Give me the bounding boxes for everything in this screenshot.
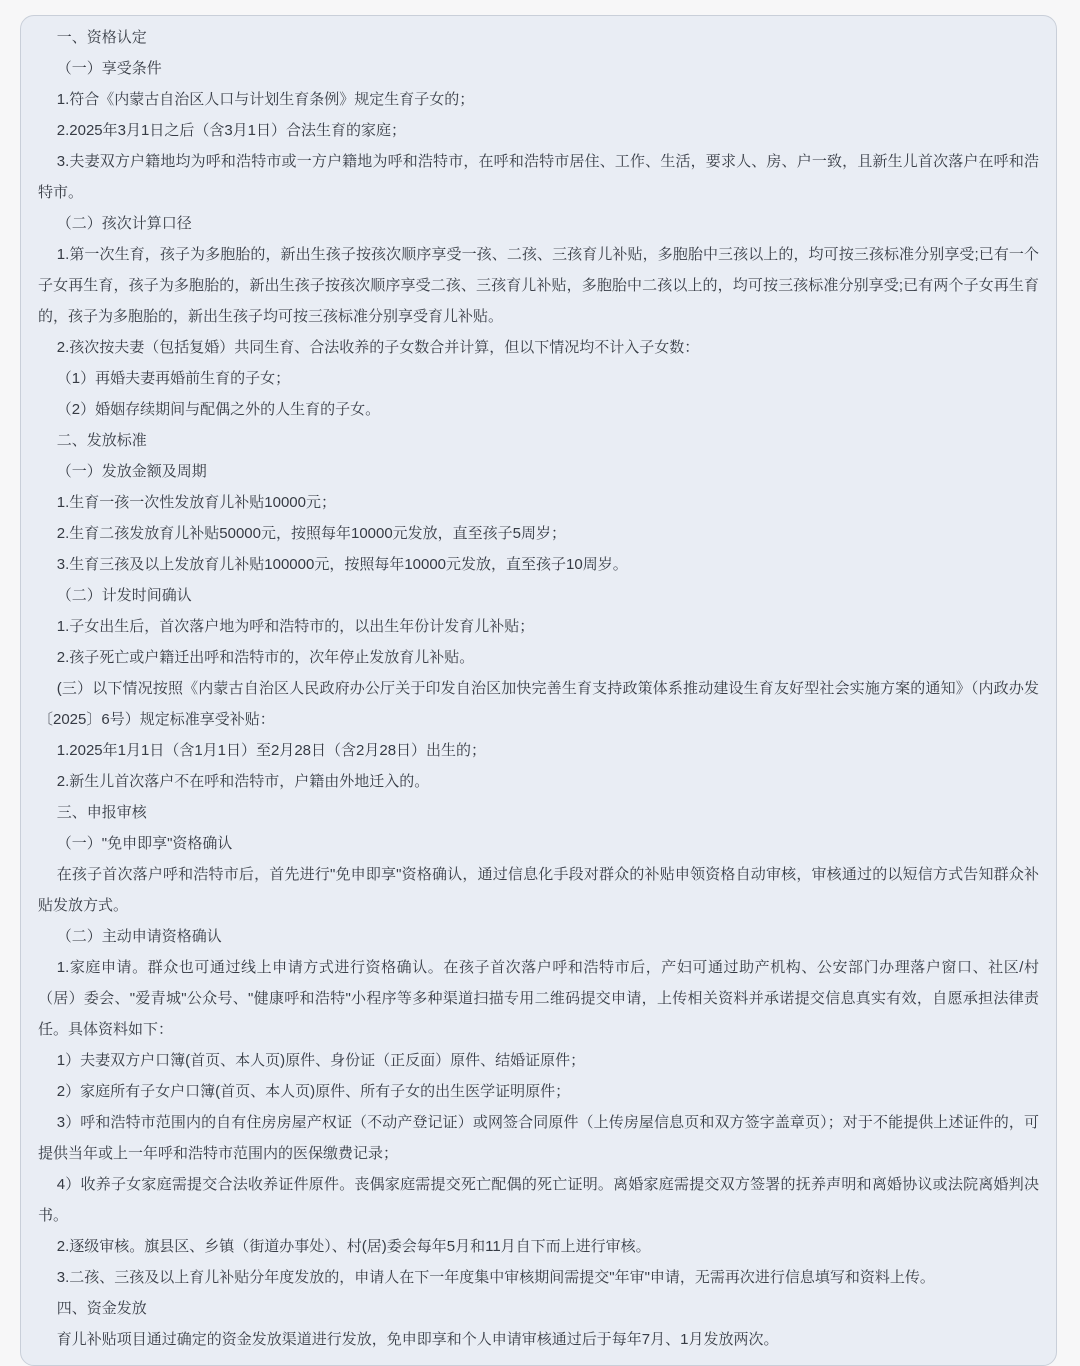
paragraph: 2.2025年3月1日之后（含3月1日）合法生育的家庭； <box>56 122 406 139</box>
paragraph: 2）家庭所有子女户口簿(首页、本人页)原件、所有子女的出生医学证明原件； <box>56 1083 571 1100</box>
section-heading: 三、申报审核 <box>56 804 147 821</box>
subsection-heading: （一）"免申即享"资格确认 <box>56 835 233 852</box>
paragraph: 3.生育三孩及以上发放育儿补贴100000元，按照每年10000元发放，直至孩子10周岁。 <box>56 556 628 573</box>
subsection-heading: （二）孩次计算口径 <box>56 215 192 232</box>
paragraph: 1.符合《内蒙古自治区人口与计划生育条例》规定生育子女的； <box>56 91 475 108</box>
paragraph: 育儿补贴项目通过确定的资金发放渠道进行发放，免申即享和个人申请审核通过后于每年7月、1月发放两次。 <box>56 1331 779 1348</box>
policy-document-card <box>20 15 1057 1366</box>
paragraph: 3.夫妻双方户籍地均为呼和浩特市或一方户籍地为呼和浩特市，在呼和浩特市居住、工作、生活，要求人、房、户一致，且新生儿首次落户在呼和浩特市。 <box>38 153 1039 201</box>
section-heading: 二、发放标准 <box>56 432 147 449</box>
paragraph: 1）夫妻双方户口簿(首页、本人页)原件、身份证（正反面）原件、结婚证原件； <box>56 1052 586 1069</box>
paragraph: （2）婚姻存续期间与配偶之外的人生育的子女。 <box>56 401 381 418</box>
subsection-heading: （二）计发时间确认 <box>56 587 192 604</box>
paragraph: 3.二孩、三孩及以上育儿补贴分年度发放的，申请人在下一年度集中审核期间需提交"年审"申请，无需再次进行信息填写和资料上传。 <box>56 1269 935 1286</box>
section-heading: 四、资金发放 <box>56 1300 147 1317</box>
paragraph: 1.生育一孩一次性发放育儿补贴10000元； <box>56 494 336 511</box>
paragraph: 2.逐级审核。旗县区、乡镇（街道办事处）、村(居)委会每年5月和11月自下而上进行审核。 <box>56 1238 651 1255</box>
subsection-heading: （一）享受条件 <box>56 60 162 77</box>
paragraph: 2.孩次按夫妻（包括复婚）共同生育、合法收养的子女数合并计算，但以下情况均不计入子女数： <box>56 339 700 356</box>
section-heading: 一、资格认定 <box>56 29 147 46</box>
paragraph: 在孩子首次落户呼和浩特市后，首先进行"免申即享"资格确认，通过信息化手段对群众的补贴申领资格自动审核，审核通过的以短信方式告知群众补贴发放方式。 <box>38 866 1039 914</box>
paragraph: 4）收养子女家庭需提交合法收养证件原件。丧偶家庭需提交死亡配偶的死亡证明。离婚家庭需提交双方签署的抚养声明和离婚协议或法院离婚判决书。 <box>38 1176 1039 1224</box>
subsection-heading: （一）发放金额及周期 <box>56 463 207 480</box>
paragraph: 3）呼和浩特市范围内的自有住房房屋产权证（不动产登记证）或网签合同原件（上传房屋信息页和双方签字盖章页）；对于不能提供上述证件的，可提供当年或上一年呼和浩特市范围内的医保缴费记录； <box>38 1114 1039 1162</box>
paragraph: 1.家庭申请。群众也可通过线上申请方式进行资格确认。在孩子首次落户呼和浩特市后，产妇可通过助产机构、公安部门办理落户窗口、社区/村（居）委会、"爱青城"公众号、"健康呼和浩特"小程序等多种渠道扫描专用二维码提交申请，上传相关资料并承诺提交信息真实有效，自愿承担法律责任。具体资料如下： <box>38 959 1039 1038</box>
paragraph: 1.第一次生育，孩子为多胞胎的，新出生孩子按孩次顺序享受一孩、二孩、三孩育儿补贴，多胞胎中三孩以上的，均可按三孩标准分别享受;已有一个子女再生育，孩子为多胞胎的，新出生孩子按孩次顺序享受二孩、三孩育儿补贴，多胞胎中二孩以上的，均可按三孩标准分别享受;已有两个子女再生育的，孩子为多胞胎的，新出生孩子均可按三孩标准分别享受育儿补贴。 <box>38 246 1039 325</box>
paragraph: 2.孩子死亡或户籍迁出呼和浩特市的，次年停止发放育儿补贴。 <box>56 649 475 666</box>
paragraph: 1.2025年1月1日（含1月1日）至2月28日（含2月28日）出生的； <box>56 742 487 759</box>
paragraph: 2.新生儿首次落户不在呼和浩特市，户籍由外地迁入的。 <box>56 773 430 790</box>
document-body <box>38 22 1039 1355</box>
paragraph: 1.子女出生后，首次落户地为呼和浩特市的，以出生年份计发育儿补贴； <box>56 618 535 635</box>
paragraph: (三）以下情况按照《内蒙古自治区人民政府办公厅关于印发自治区加快完善生育支持政策体系推动建设生育友好型社会实施方案的通知》（内政办发〔2025〕6号）规定标准享受补贴： <box>38 680 1039 728</box>
subsection-heading: （二）主动申请资格确认 <box>56 928 222 945</box>
paragraph: 2.生育二孩发放育儿补贴50000元，按照每年10000元发放，直至孩子5周岁； <box>56 525 567 542</box>
paragraph: （1）再婚夫妻再婚前生育的子女； <box>56 370 291 387</box>
